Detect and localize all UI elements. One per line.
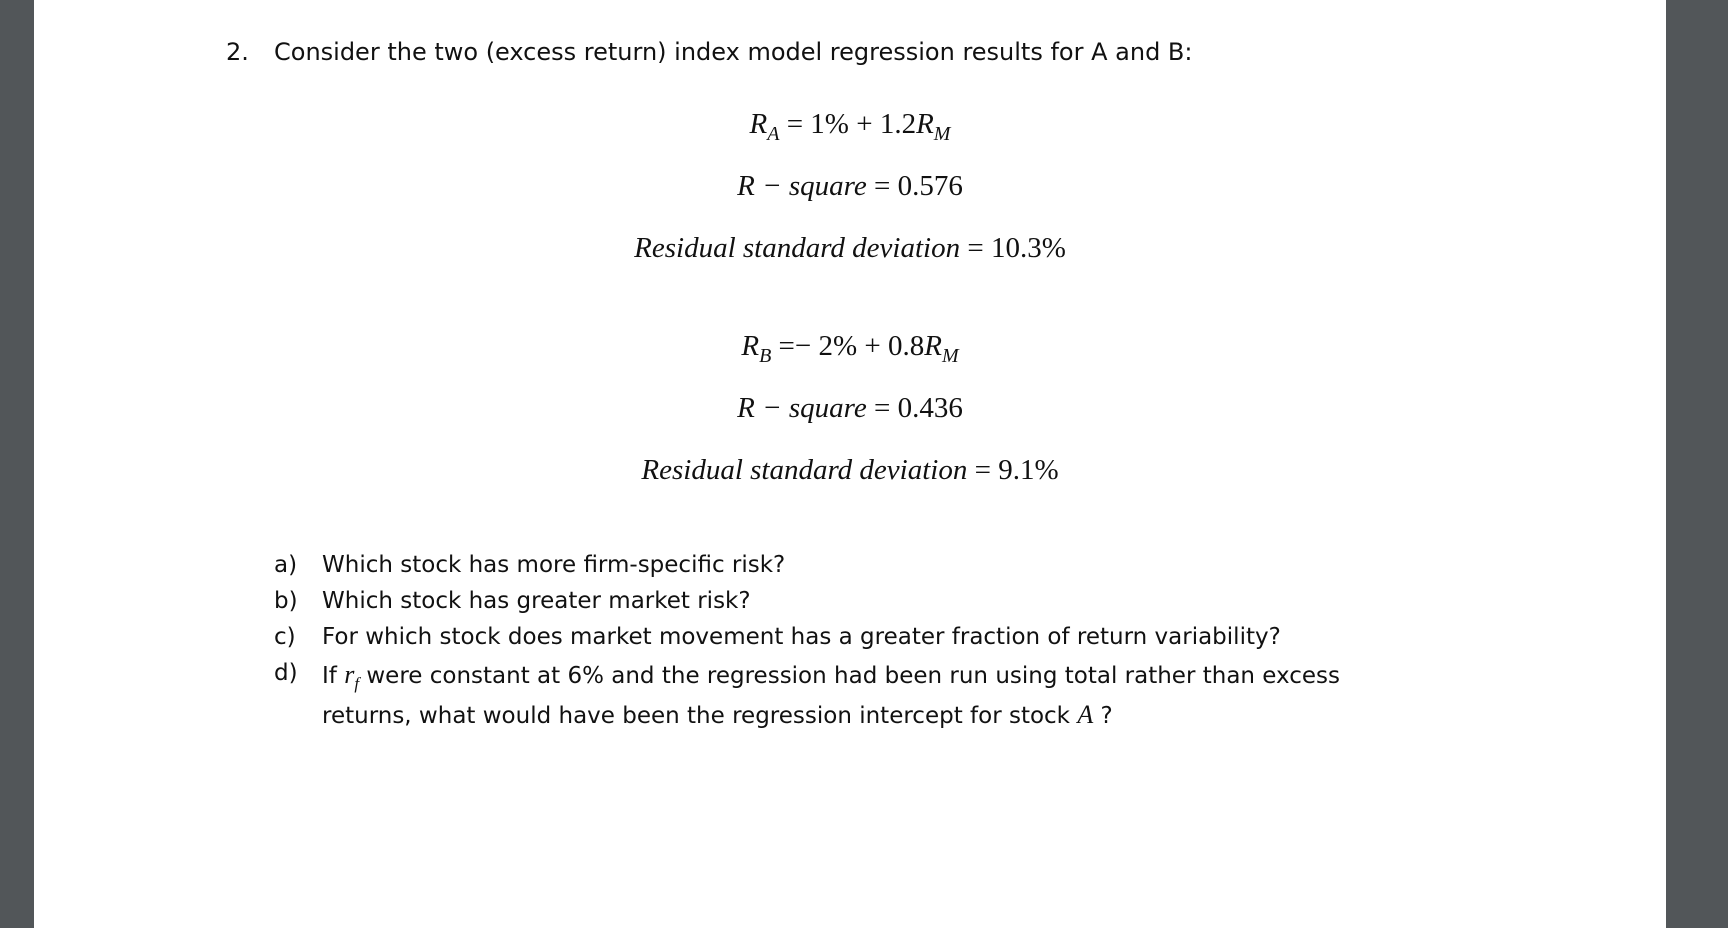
equation-a-lhs: R <box>749 108 768 140</box>
equation-a-residual-label: Residual standard deviation <box>634 232 961 264</box>
equation-b-residual <box>34 454 1666 487</box>
equation-a-lhs-subscript: A <box>767 123 780 145</box>
equation-a-r-square <box>34 170 1666 203</box>
document-page <box>34 0 1666 928</box>
equation-b-r-square-value: = 0.436 <box>866 392 963 424</box>
item-d-letter: d) <box>274 660 298 686</box>
equation-b-r-square-label: R − square <box>737 392 867 424</box>
equation-a-r-square-value: = 0.576 <box>866 170 963 202</box>
equation-b-rhs: =− 2% + 0.8 <box>771 330 925 362</box>
equation-a-residual-value: = 10.3% <box>960 232 1066 264</box>
item-a-letter: a) <box>274 552 298 578</box>
equation-a-residual <box>34 232 1666 265</box>
equation-a-regression <box>34 108 1666 145</box>
item-c-text: For which stock does market movement has a greater fraction of return variability? <box>322 624 1281 650</box>
item-c-letter: c) <box>274 624 296 650</box>
item-d-cont-pre: returns, what would have been the regression intercept for stock <box>322 703 1078 729</box>
item-b-text: Which stock has greater market risk? <box>322 588 751 614</box>
equation-b-residual-label: Residual standard deviation <box>641 454 968 486</box>
item-d-variable-subscript: f <box>354 674 360 693</box>
item-d-pre: If <box>322 663 345 689</box>
item-d-continuation-text <box>322 700 1113 730</box>
item-a-text: Which stock has more firm-specific risk? <box>322 552 786 578</box>
equation-a-rhs-variable: R <box>916 108 934 140</box>
equation-a-r-square-label: R − square <box>737 170 867 202</box>
item-d-variable <box>344 660 360 693</box>
item-d-post: were constant at 6% and the regression had been run using total rather than excess <box>359 663 1341 689</box>
equation-b-rhs-variable: R <box>924 330 942 362</box>
item-d-variable-letter: r <box>344 660 355 689</box>
equation-a-rhs-subscript: M <box>933 123 951 145</box>
question-number: 2. <box>226 38 249 66</box>
equation-b-r-square <box>34 392 1666 425</box>
question-text: Consider the two (excess return) index model regression results for A and B: <box>274 38 1193 66</box>
equation-a-rhs: = 1% + 1.2 <box>779 108 917 140</box>
equation-b-regression <box>34 330 1666 367</box>
equation-b-rhs-subscript: M <box>941 345 959 367</box>
equation-b-residual-value: = 9.1% <box>967 454 1059 486</box>
item-d-cont-post: ? <box>1093 703 1113 729</box>
equation-b-lhs-subscript: B <box>759 345 772 367</box>
equation-b-lhs: R <box>741 330 760 362</box>
item-d-text <box>322 660 1341 693</box>
item-b-letter: b) <box>274 588 298 614</box>
item-d-cont-variable: A <box>1077 700 1094 729</box>
